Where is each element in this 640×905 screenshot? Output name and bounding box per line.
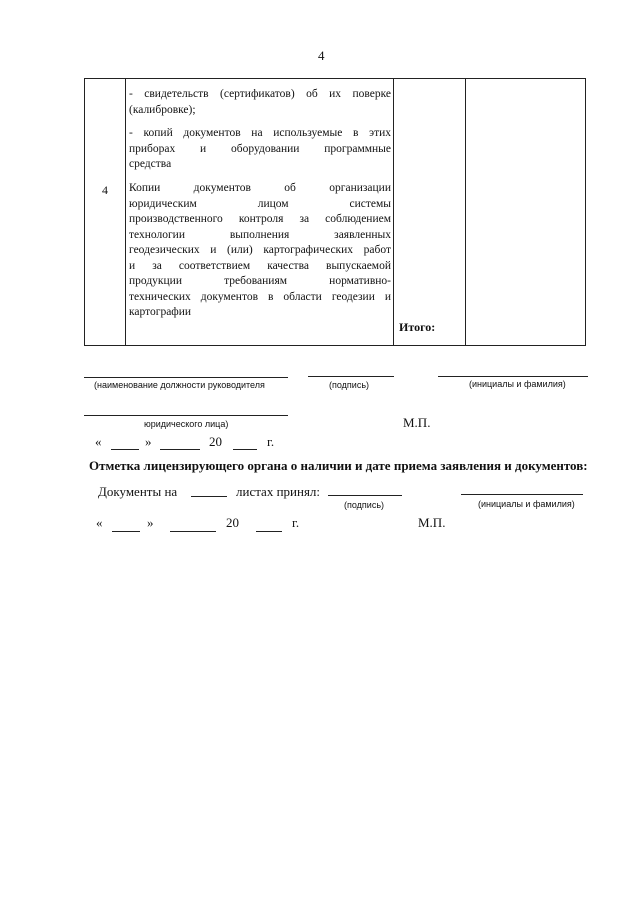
text-line: продукции требованиям нормативно- <box>129 275 391 287</box>
day-line <box>111 449 139 450</box>
year-prefix-2: 20 <box>226 515 239 530</box>
production-control-docs <box>129 181 391 321</box>
position-line-2 <box>84 415 288 416</box>
accepted-initials-caption: (инициалы и фамилия) <box>478 499 575 509</box>
date-open-quote: « <box>95 434 102 449</box>
text-line: юридическим лицом системы <box>129 197 391 210</box>
year-suffix-2: г. <box>292 515 300 530</box>
date-close-quote-2: » <box>147 515 154 530</box>
text-line: картографии <box>129 306 192 318</box>
day-line-2 <box>112 531 140 532</box>
date-close-quote: » <box>145 434 152 449</box>
accepted-signature-caption: (подпись) <box>344 500 385 510</box>
text-line: (калибровке); <box>129 103 196 116</box>
year-prefix: 20 <box>209 434 222 449</box>
month-line <box>160 449 200 450</box>
text-line: производственного контроля за соблюдением <box>129 213 391 225</box>
table-divider <box>465 79 466 345</box>
documents-on-label: Документы на <box>98 484 178 499</box>
text-line: и за соответствием качества выпускаемой <box>129 259 391 272</box>
signature-caption: (подпись) <box>329 380 370 390</box>
text-line: технологии выполнения заявленных <box>129 228 391 241</box>
year-suffix: г. <box>267 434 275 449</box>
stamp-place-2: М.П. <box>418 515 446 530</box>
sheets-accepted-label: листах принял: <box>236 484 321 499</box>
accepted-initials-line <box>461 494 583 495</box>
month-line-2 <box>170 531 216 532</box>
initials-line <box>438 376 588 377</box>
signature-line <box>308 376 394 377</box>
total-label: Итого: <box>399 320 436 334</box>
initials-caption: (инициалы и фамилия) <box>469 379 566 389</box>
text-line: - копий документов на используемые в этих <box>129 127 391 139</box>
bullet-certificates <box>129 87 391 118</box>
bullet-software-docs <box>129 126 391 173</box>
text-line: средства <box>129 158 172 170</box>
accepted-signature-line <box>328 495 402 496</box>
text-line: геодезических и (или) картографических работ <box>129 244 391 256</box>
page-number: 4 <box>318 48 325 63</box>
year-line <box>233 449 257 450</box>
text-line: приборах и оборудовании программные <box>129 142 391 155</box>
license-mark-heading: Отметка лицензирующего органа о наличии и дате приема заявления и документов: <box>89 458 588 473</box>
table-divider <box>393 79 394 345</box>
date-open-quote-2: « <box>96 515 103 530</box>
position-line <box>84 377 288 378</box>
position-caption-2: юридического лица) <box>144 419 229 429</box>
stamp-place: М.П. <box>403 415 431 430</box>
year-line-2 <box>256 531 282 532</box>
text-line: технических документов в области геодезии и <box>129 290 391 303</box>
position-caption: (наименование должности руководителя <box>94 380 265 390</box>
table-divider <box>125 79 126 345</box>
text-line: - свидетельств (сертификатов) об их поверке <box>129 88 391 100</box>
documents-table <box>84 78 586 346</box>
row-number: 4 <box>102 183 108 197</box>
sheets-count-line <box>191 496 227 497</box>
text-line: Копии документов об организации <box>129 182 391 194</box>
